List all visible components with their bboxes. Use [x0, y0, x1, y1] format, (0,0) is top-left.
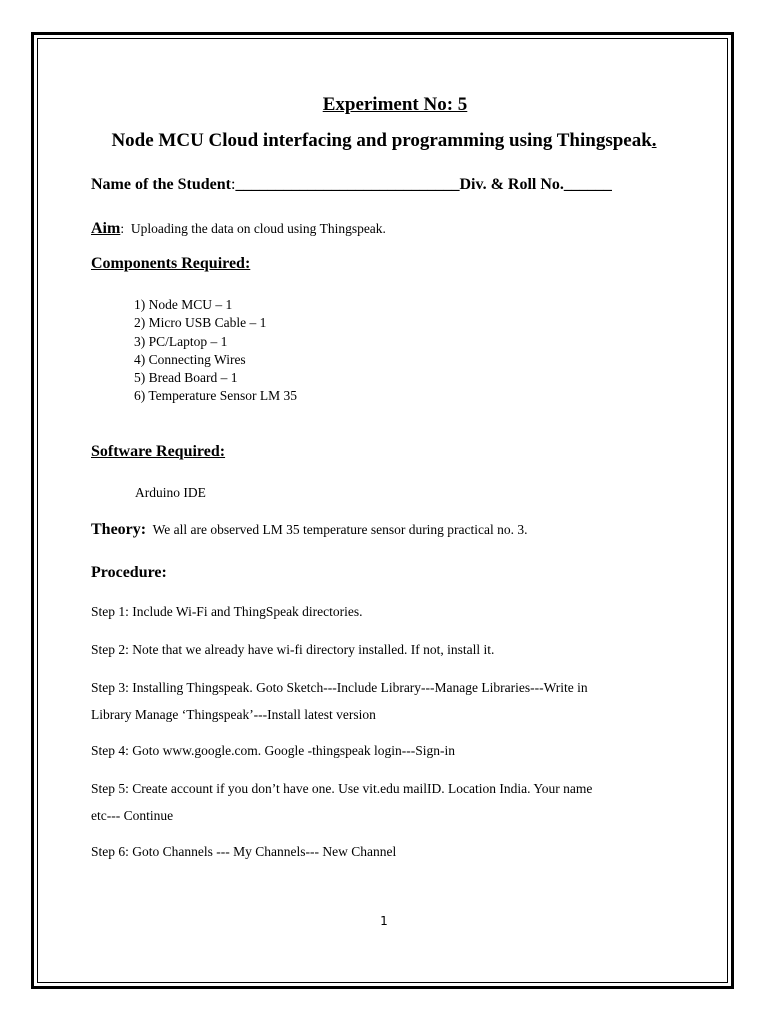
student-name-label: Name of the Student	[91, 176, 231, 193]
component-item: 6) Temperature Sensor LM 35	[134, 388, 298, 404]
aim-text: Uploading the data on cloud using Thingspeak.	[130, 221, 386, 236]
student-info-line	[91, 176, 612, 194]
procedure-step-continued: etc--- Continue	[91, 808, 174, 823]
component-item: 5) Bread Board – 1	[134, 370, 238, 386]
document-title-text: Node MCU Cloud interfacing and programming using Thingspeak	[111, 130, 652, 151]
components-list	[134, 296, 297, 406]
theory-label: Theory:	[91, 521, 147, 538]
page-number: 1	[380, 914, 388, 928]
div-roll-label: Div. & Roll No.	[459, 176, 564, 193]
document-title-suffix: .	[651, 130, 657, 151]
student-name-blank: ____________________________	[235, 176, 460, 193]
component-item: 2) Micro USB Cable – 1	[134, 315, 267, 331]
procedure-step-continued: Library Manage ‘Thingspeak’---Install latest version	[91, 707, 376, 722]
component-item: 4) Connecting Wires	[134, 351, 246, 367]
procedure-step: Step 4: Goto www.google.com. Google -thingspeak login---Sign-in	[91, 743, 455, 758]
theory-text: We all are observed LM 35 temperature sensor during practical no. 3.	[152, 522, 528, 537]
theory-line	[91, 521, 528, 539]
component-item: 3) PC/Laptop – 1	[134, 333, 228, 349]
aim-label: Aim	[91, 220, 121, 237]
software-item: Arduino IDE	[135, 485, 206, 500]
components-heading: Components Required:	[91, 255, 251, 272]
procedure-step: Step 6: Goto Channels --- My Channels--- New Channel	[91, 844, 397, 859]
aim-separator: :	[120, 221, 125, 236]
procedure-step: Step 1: Include Wi-Fi and ThingSpeak directories.	[91, 604, 363, 619]
software-heading: Software Required:	[91, 443, 226, 460]
student-name-colon: :	[231, 176, 236, 193]
procedure-step: Step 2: Note that we already have wi-fi directory installed. If not, install it.	[91, 642, 495, 657]
experiment-number: Experiment No: 5	[322, 94, 468, 115]
div-roll-blank: ______	[563, 176, 612, 193]
document-title	[0, 130, 768, 152]
component-item: 1) Node MCU – 1	[134, 297, 233, 312]
aim-line	[91, 220, 386, 238]
procedure-heading: Procedure:	[91, 564, 167, 581]
procedure-step: Step 5: Create account if you don’t have one. Use vit.edu mailID. Location India. Your name	[91, 781, 593, 796]
procedure-step: Step 3: Installing Thingspeak. Goto Sketch---Include Library---Manage Libraries---Write in	[91, 680, 588, 695]
